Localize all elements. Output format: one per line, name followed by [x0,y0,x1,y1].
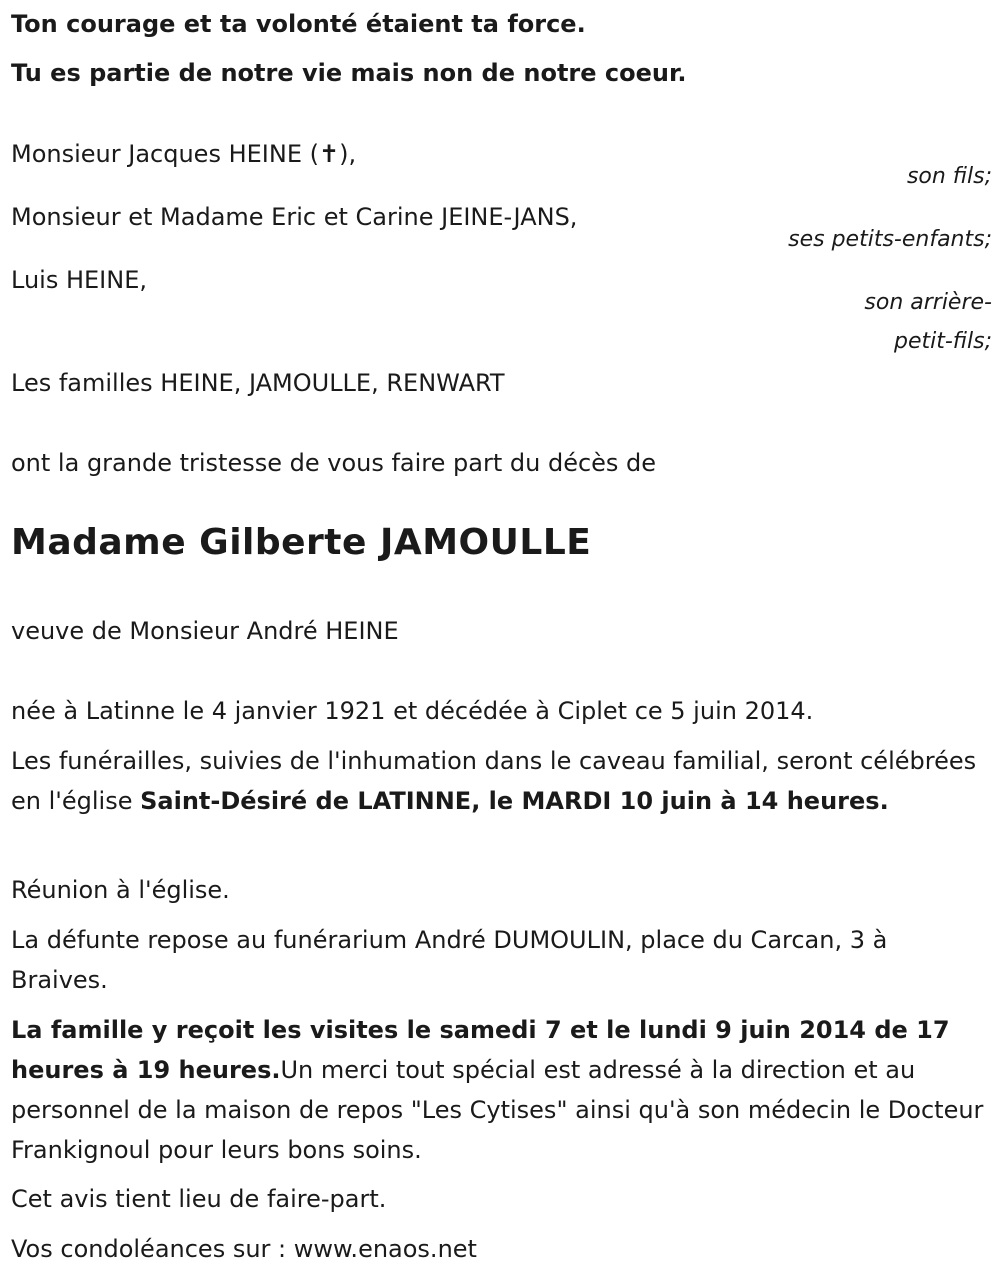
birth-death-dates: née à Latinne le 4 janvier 1921 et décédée à Ciplet ce 5 juin 2014. [11,697,814,725]
visits-details: La famille y reçoit les visites le samedi 7 et le lundi 9 juin 2014 de 17 heures à 19 heures. [11,1016,950,1084]
meeting-info: Réunion à l'église. [11,876,230,904]
relation-great-grandson-line-2: petit-fils; [893,329,992,354]
announcement: ont la grande tristesse de vous faire part du décès de [11,449,657,477]
funeral-paragraph [11,741,991,821]
widow-of: veuve de Monsieur André HEINE [11,617,399,645]
notice: Cet avis tient lieu de faire-part. [11,1185,387,1213]
condolences-link[interactable]: Vos condoléances sur : www.enaos.net [11,1235,477,1263]
deceased-name: Madame Gilberte JAMOULLE [11,522,592,563]
funeral-home-info: La défunte repose au funérarium André DUMOULIN, place du Carcan, 3 à Braives. [11,926,888,994]
relation-great-grandson-line-1: son arrière- [864,290,992,315]
funeral-intro: Les funérailles, suivies de l'inhumation dans le caveau familial, seront célébrées en l'église [11,747,977,815]
thanks-text: Un merci tout spécial est adressé à la direction et au personnel de la maison de repos "Les Cytises" ainsi qu'à son médecin le Docteur Frankignoul pour leurs bons soins. [11,1056,984,1164]
family-member-grandchildren: Monsieur et Madame Eric et Carine JEINE-JANS, [11,203,578,231]
funeral-details: Saint-Désiré de LATINNE, le MARDI 10 juin à 14 heures. [140,787,889,815]
epitaph-line-2: Tu es partie de notre vie mais non de notre coeur. [11,59,687,87]
family-member-great-grandson: Luis HEINE, [11,266,147,294]
relation-son: son fils; [906,164,992,189]
visits-paragraph [11,1010,991,1170]
family-member-son: Monsieur Jacques HEINE (✝), [11,140,357,168]
relation-grandchildren: ses petits-enfants; [788,227,992,252]
epitaph-line-1: Ton courage et ta volonté étaient ta force. [11,10,586,38]
family-members-families: Les familles HEINE, JAMOULLE, RENWART [11,369,505,397]
